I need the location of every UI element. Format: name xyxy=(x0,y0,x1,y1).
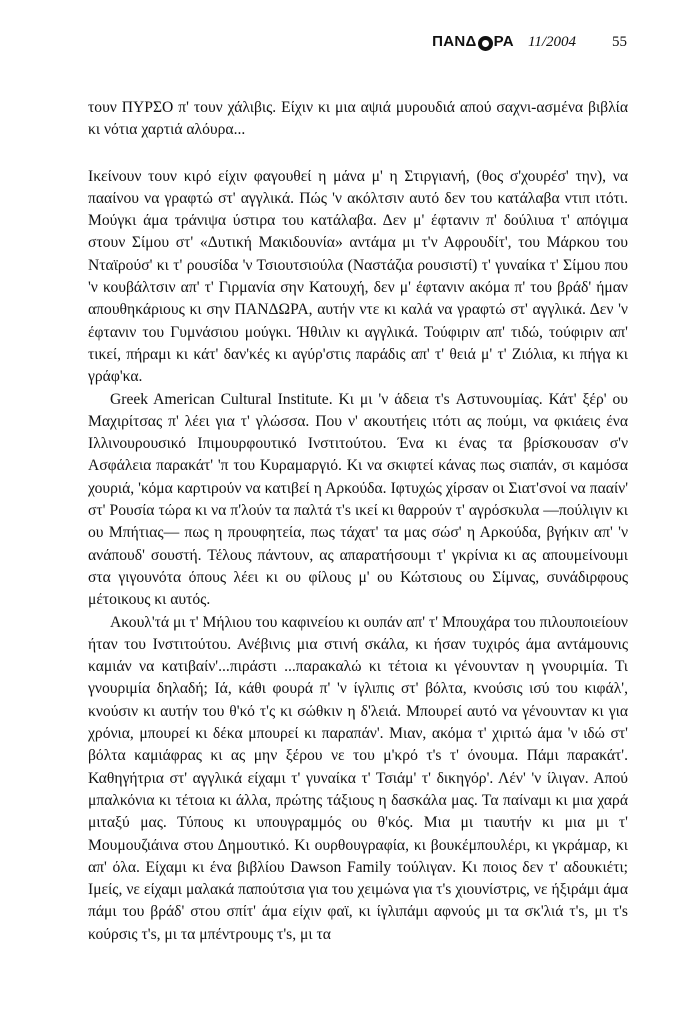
paragraph: Ικείνουν τουν κιρό είχιν φαγουθεί η μάνα μ' η Στιργιανή, (θος σ'χουρέσ' την), να πααίνου να γραφτώ στ' αγγλικά. Πώς 'ν ακόλτσιν αυτό δεν του κατάλαβα ντιπ ιτότι. Μούγκι άμα τράνιψα ύστιρα του κατάλαβα. Δεν μ' έφτανιν π' δούλιυα τ' απόγιμα στουν Σίμου στ' «Δυτική Μακιδουνία» αντάμα μι τ'ν Αφρουδίτ', του Μάρκου του Νταϊρούσ' κι τ' ρουσίδα 'ν Τσιουτσιούλα (Ναστάζια ρουσιστί) τ' γυναίκα τ' Σίμου που 'ν κουβάλτσιν απ' τ' Γιρμανία σην Κατουχή, δεν μ' έφτανιν ακόμα π' του βράδ' ήμαν απουθηκάριους κι σην ΠΑΝΔΩΡΑ, αυτήν ντε κι καλά να γραφτώ στ' αγγλικά. Δεν 'ν έφτανιν του Γυμνάσιου μούγκι. Ήθιλιν κι αγγλικά. Τούφιριν απ' τιδώ, τούφιριν απ' τικεί, πήραμι κι κάτ' δαν'κές κι αγύρ'στις παράδις απ' τ' θειά μ' τ' Ζιόλια, κι πήγα κι γράφ'κα. xyxy=(88,167,628,386)
article-body xyxy=(88,97,628,946)
page-number: 55 xyxy=(612,34,627,50)
journal-name: ΠΑΝΔ ΡΑ xyxy=(432,33,514,50)
issue-number: 11/2004 xyxy=(527,34,576,50)
paragraph: Ακουλ'τά μι τ' Μήλιου του καφινείου κι ουπάν απ' τ' Μπουχάρα του πιλουποιείουν ήταν του Ινστιτούτου. Ανέβινις μια στινή σκάλα, κι ήσαν τυχιρός άμα αντάμουνις καμιάν να κατιβαίν'...πιράστι ...παρακαλώ κι τέτοια κι γένουνταν η γνουριμία. Τι γνουριμία δηλαδή; Ιά, κάθι φουρά π' 'ν ίγλιπις στ' βόλτα, κνούσις ισύ του κιφάλ', κνούσιν κι αυτήν του θ'κό τ'ς κι σώθκιν η δ'λειά. Μπουρεί αυτό να γένουνταν κι για χρόνια, μπουρεί κι δέκα μπουρεί κι παραπάν'. Μιαν, ακόμα τ' χιριτώ άμα 'ν ιδώ στ' βόλτα καμιάφρας κι ας μην ξέρου νε του μ'κρό τ's τ' όνουμα. Πάμι παρακάτ'. Καθηγήτρια στ' αγγλικά είχαμι τ' γυναίκα τ' Τσιάμ' τ' δικηγόρ'. Λέν' 'ν ίλιγαν. Απού μπαλκόνια κι τέτοια κι άλλα, πρώτης τάξιους η δασκάλα μας. Τα παίναμι κι μια χαρά μιταξύ μας. Τύπους κι υπουγραμμός ου θ'κός. Μια μι τιαυτήν κι μια μι τ' Μουμουζιάινα στου Δημουτικό. Κι ουρθουγραφία, κι βουκέμπουλέρι, κι γκράμαρ, κι απ' όλα. Είχαμι κι ένα βιβλίου Dawson Family τούλιγαν. Κι ποιος δεν τ' αδουκιέτι; Ιμείς, νε είχαμι μαλακά παπούτσια για του χειμώνα για τ's χιουνίστρις, νε ήξιράμι άμα πάμι του βράδ' στου σπίτ' άμα είχιν φαϊ, κι ίγλιπάμι αφνούς μι τα σκ'λιά τ's, μι τ's κούρσις τ's, μι τα μπέντρουμς τ's, μι τα xyxy=(88,613,628,943)
paragraph: Greek American Cultural Institute. Κι μι 'ν άδεια τ's Αστυνουμίας. Κάτ' ξέρ' ου Μαχιρίτσας π' λέει για τ' γλώσσα. Που ν' ακουτήεις ιτότι ας πούμι, να φκιάεις ένα Ιλλινουρουσικό Ιπιμουρφουτικό Ινστιτούτου. Ένα κι ένας τα βρίσκουσαν σ'ν Ασφάλεια παρακάτ' 'π του Κυραμαργιό. Κι να σκιφτεί κάνας πως σιαπάν, σι καμόσα χουριά, 'κόμα καρτιρούν να κατιβεί η Αρκούδα. Ιφτυχώς χίρσαν οι Σιατ'σνοί να πααίν' στ' Ρουσία τώρα κι να π'λούν τα παλτά τ's ικεί κι θαρρούν τ' αγρόσκυλα —πούλιγιν κι ου Μπήτιας— πως η προυφητεία, πως τάχατ' τα μας σώσ' η Αρκούδα, βγήκιν απ' 'ν ανάπουδ' σουστή. Τέλους πάντουν, ας απαρατήσουμι τ' γκρίνια κι ας απουμείνουμι στα γιγουνότα όπους λέει κι ου φίλους μ' ου Κώτσιους ου Σίμνας, συνάδιρφους μέτοικους κι αυτός. xyxy=(88,390,628,609)
paragraph: τουν ΠΥΡΣΟ π' τουν χάλιβις. Είχιν κι μια αψιά μυρουδιά απού σαχνι-ασμένα βιβλία κι νότια χαρτιά αλόυρα... xyxy=(88,99,628,139)
running-header xyxy=(432,33,627,51)
pandora-logo-icon xyxy=(478,36,493,51)
